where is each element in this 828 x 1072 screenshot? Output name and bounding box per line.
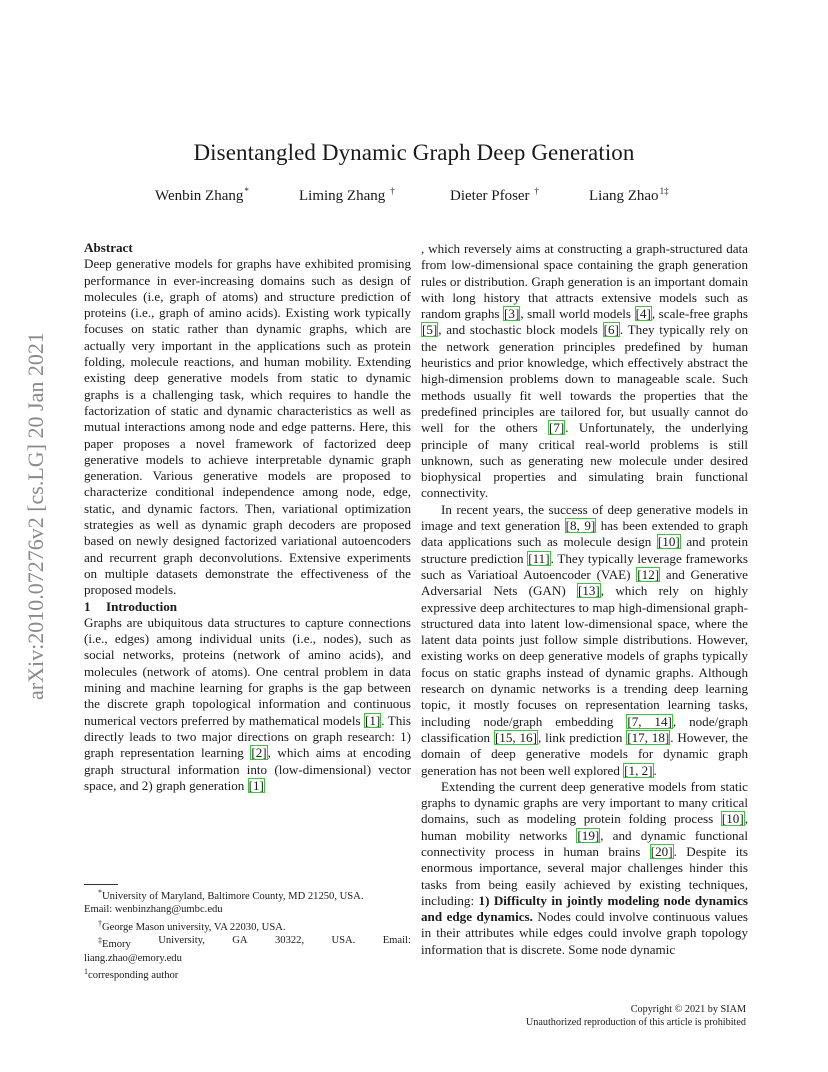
citation-link[interactable]: [11] [528, 550, 550, 566]
footnote-3-email: liang.zhao@emory.edu [84, 952, 182, 964]
citation-link[interactable]: [8, 9] [565, 518, 596, 534]
citation-link[interactable]: [15, 16] [494, 729, 537, 745]
citation-link[interactable]: [1] [365, 712, 381, 728]
section-heading-introduction: 1 Introduction [84, 598, 178, 614]
citation-link[interactable]: [1, 2] [624, 762, 653, 778]
copyright-line: Copyright © 2021 by SIAM [630, 1004, 746, 1015]
intro-paragraph-3: Extending the current deep generative models from static graphs to dynamic graphs are very important to many critical domains, such as modeling protein folding process [10], human mobility networks [19], and dynamic functional connectivity process in human brains [20]. Despite its enormous importance, several major challenges hinder this tasks from being easily achieved by existing techniques, including: 1) Difficulty in jointly modeling node dynamics and edge dynamics. Nodes could involve continuous values in their attributes while edges could involve graph topology information that is discrete. Some node dynamic [421, 778, 749, 957]
footnote-4: $^1$corresponding author [84, 967, 179, 982]
citation-link[interactable]: [12] [637, 566, 660, 582]
footnote-rule [84, 884, 118, 885]
paper-title: Disentangled Dynamic Graph Deep Generation [193, 140, 635, 165]
abstract-heading: Abstract [84, 240, 133, 255]
left-column [84, 240, 411, 794]
citation-link[interactable]: [19] [577, 827, 600, 843]
citation-link[interactable]: [3] [504, 306, 520, 322]
arxiv-stamp [22, 292, 50, 702]
author-2: Liming Zhang † [299, 186, 395, 204]
author-list [0, 186, 828, 206]
citation-link[interactable]: [20] [650, 843, 673, 859]
right-column [421, 241, 748, 958]
citation-link[interactable]: [2] [251, 745, 267, 761]
arxiv-id: arXiv:2010.07276v2 [cs.LG] 20 Jan 2021 [23, 332, 48, 700]
citation-link[interactable]: [10] [657, 534, 680, 550]
citation-link[interactable]: [6] [603, 322, 619, 338]
footnote-2: †George Mason university, VA 22030, USA. [98, 918, 286, 933]
footnote-1-email: Email: wenbinzhang@umbc.edu [84, 904, 223, 916]
citation-link[interactable]: [1] [248, 777, 264, 793]
citation-link[interactable]: [4] [635, 306, 651, 322]
intro-paragraph-1: Graphs are ubiquitous data structures to capture connections (i.e., edges) among individual units (i.e., nodes), such as social networks, proteins (network of amino acids), and molecules (network of atoms). One central problem in data mining and machine learning for graphs is the gap between the discrete graph topological information and continuous numerical vectors preferred by mathematical models [1]. This directly leads to two major directions on graph research: 1) graph representation learning [2], which aims at encoding graph structural information into (low-dimensional) vector space, and 2) graph generation [1] [84, 614, 411, 793]
citation-link[interactable]: [17, 18] [627, 729, 670, 745]
author-4: Liang Zhao$^{1\ddagger}$ [589, 186, 669, 204]
footnote-1: *University of Maryland, Baltimore County, MD 21250, USA. [98, 888, 364, 902]
intro-paragraph-2: In recent years, the success of deep generative models in image and text generation [8, 9] has been extended to graph data applications such as molecule design [10] and protein structure prediction [11]. They typically leverage frameworks such as Variatioal Autoencoder (VAE) [12] and Generative Adversarial Nets (GAN) [13], which rely on highly expressive deep architectures to map high-dimensional graph-structured data into latent low-dimensional space, where the latent data points just follow simple distributions. However, existing works on deep generative models of graphs typically focus on static graphs instead of dynamic graphs. Although research on dynamic networks is a trending deep learning topic, it mostly focuses on representation learning tasks, including node/graph embedding [7, 14], node/graph classification [15, 16], link prediction [17, 18]. However, the domain of deep generative models for dynamic graph generation has not been well explored [1, 2]. [421, 501, 748, 778]
citation-link[interactable]: [7, 14] [627, 713, 672, 729]
reproduction-notice: Unauthorized reproduction of this article is prohibited [525, 1016, 746, 1028]
challenge-1-bold: 1) Difficulty in jointly modeling node dynamics and edge dynamics. [421, 892, 748, 925]
copyright-notice [526, 1004, 746, 1029]
citation-link[interactable]: [10] [721, 811, 744, 827]
footnote-3: ‡Emory University, GA 30322, USA. Email: [98, 935, 411, 951]
author-1: Wenbin Zhang* [155, 186, 249, 204]
author-3: Dieter Pfoser † [450, 186, 539, 204]
citation-link[interactable]: [5] [422, 322, 438, 338]
abstract-text: Deep generative models for graphs have exhibited promising performance in ever-increasing domains such as design of molecules (i.e, graph of atoms) and structure prediction of proteins (i.e., graph of amino acids). Existing work typically focuses on static rather than dynamic graphs, which are actually very important in the applications such as protein folding, molecule reactions, and human mobility. Extending existing deep generative models from static to dynamic graphs is a challenging task, which requires to handle the factorization of static and dynamic characteristics as well as mutual interactions among node and edge patterns. Here, this paper proposes a novel framework of factorized deep generative models to achieve interpretable dynamic graph generation. Various generative models are proposed to characterize conditional independence among node, edge, static, and dynamic factors. Then, variational optimization strategies as well as dynamic graph decoders are proposed based on newly designed factorized variational autoencoders and recurrent graph deconvolutions. Extensive experiments on multiple datasets demonstrate the effectiveness of the proposed models. [84, 256, 411, 598]
intro-paragraph-1-cont: , which reversely aims at constructing a graph-structured data from low-dimensional space containing the graph generation rules or distribution. Graph generation is an important domain with long history that attracts extensive models such as random graphs [3], small world models [4], scale-free graphs [5], and stochastic block models [6]. They typically rely on the network generation principles predefined by human heuristics and prior knowledge, which effectively abstract the high-dimension problems down to manageable scale. Such methods usually fit well towards the properties that the predefined principles are tailored for, but usually cannot do well for the others [7]. Unfortunately, the underlying principle of many critical real-world problems is still unknown, such as generating new molecule under desired biophysical properties and simulating brain functional connectivity. [421, 241, 749, 501]
citation-link[interactable]: [13] [577, 583, 600, 599]
footnotes [84, 886, 411, 982]
citation-link[interactable]: [7] [548, 420, 565, 436]
